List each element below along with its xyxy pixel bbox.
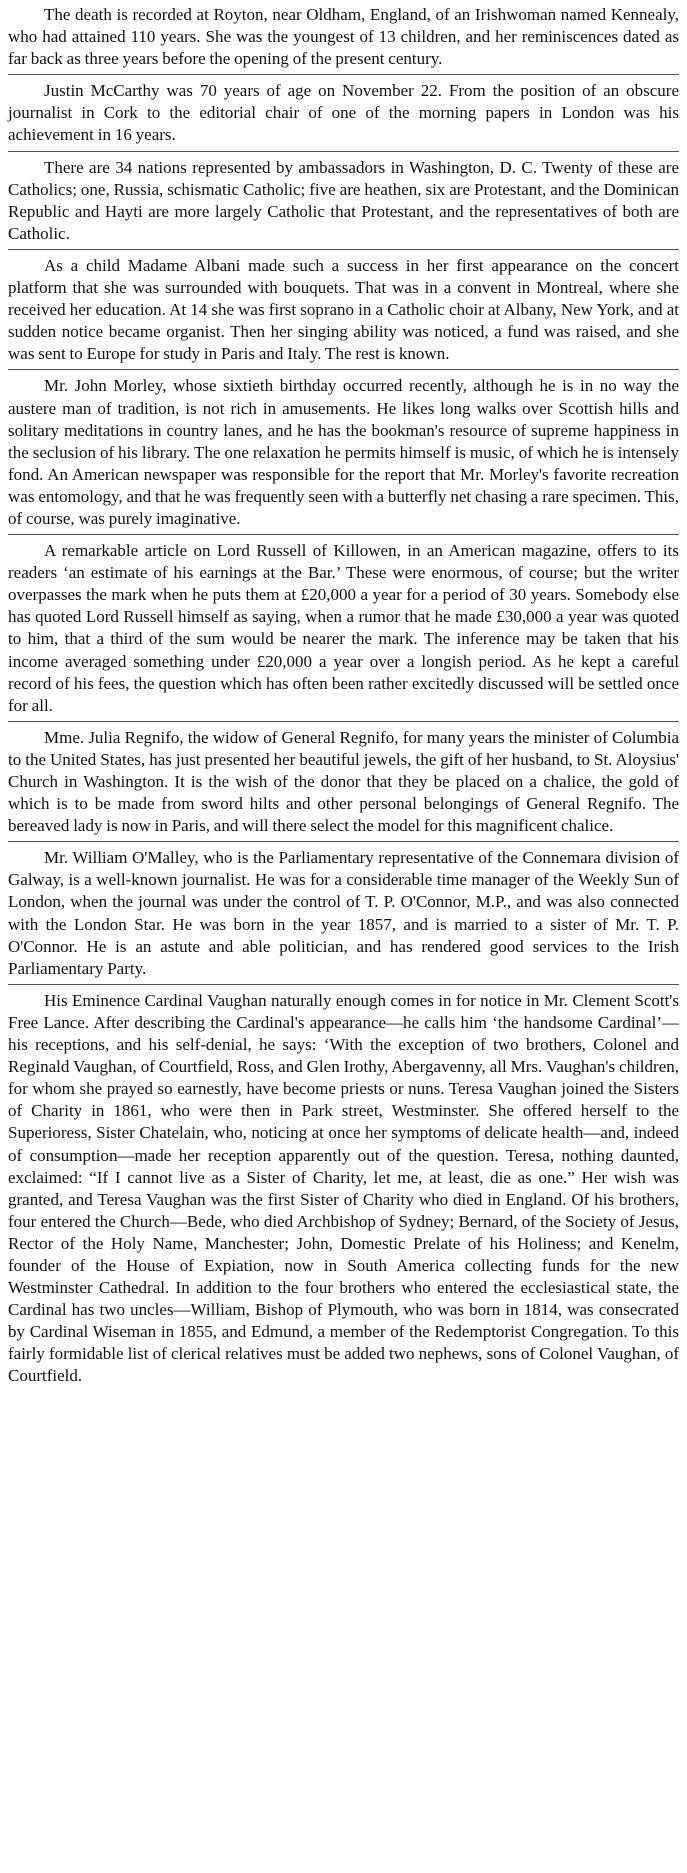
news-item-kennealy: The death is recorded at Royton, near Oldham, England, of an Irishwoman named Kennealy, who had attained 110 years. She was the youngest of 13 children, and her reminiscences dated as far back as three years before the opening of the present century. xyxy=(8,5,679,69)
news-item-albani: As a child Madame Albani made such a success in her first appearance on the concert platform that she was surrounded with bouquets. That was in a convent in Montreal, where she received her education. At 14 she was first soprano in a Catholic choir at Albany, New York, and at sudden notice became organist. Then her singing ability was noticed, a fund was raised, and she was sent to Europe for study in Paris and Italy. The rest is known. xyxy=(8,255,679,364)
separator-rule xyxy=(8,534,679,535)
news-item-mccarthy: Justin McCarthy was 70 years of age on November 22. From the position of an obscure journalist in Cork to the editorial chair of one of the morning papers in London was his achievement in 16 years. xyxy=(8,81,679,145)
news-item-russell: A remarkable article on Lord Russell of Killowen, in an American magazine, offers to its readers ‘an estimate of his earnings at the Bar.’ These were enormous, of course; but the writer overpasses the mark when he puts them at £20,000 a year for a period of 30 years. Somebody else has quoted Lord Russell himself as saying, when a rumor that he made £30,000 a year was quoted to him, that a third of the sum would be nearer the mark. The inference may be taken that his income averaged something under £20,000 a year over a longish period. As he kept a careful record of his fees, the question which has often been rather excitedly discussed will be settled once for all. xyxy=(8,541,679,715)
news-item-regnifo: Mme. Julia Regnifo, the widow of General Regnifo, for many years the minister of Columbia to the United States, has just presented her beautiful jewels, the gift of her husband, to St. Aloysius' Church in Washington. It is the wish of the donor that they be placed on a chalice, the gold of which is to be made from sword hilts and other personal belongings of General Regnifo. The bereaved lady is now in Paris, and will there select the model for this magnificent chalice. xyxy=(8,727,679,836)
news-item-vaughan: His Eminence Cardinal Vaughan naturally enough comes in for notice in Mr. Clement Scott's Free Lance. After describing the Cardinal's appearance—he calls him ‘the handsome Cardinal’—his receptions, and his self-denial, he says: ‘With the exception of two brothers, Colonel and Reginald Vaughan, of Courtfield, Ross, and Glen Irothy, Abergavenny, all Mrs. Vaughan's children, for whom she prayed so earnestly, have become priests or nuns. Teresa Vaughan joined the Sisters of Charity in 1861, who were then in Park street, Westminster. She offered herself to the Superioress, Sister Chatelain, who, noticing at once her symptoms of delicate health—and, indeed of consumption—made her reception apparently out of the question. Teresa, nothing daunted, exclaimed: “If I cannot live as a Sister of Charity, let me, at least, die as one.” Her wish was granted, and Teresa Vaughan was the first Sister of Charity who died in England. Of his brothers, four entered the Church—Bede, who died Archbishop of Sydney; Bernard, of the Society of Jesus, Rector of the Holy Name, Manchester; John, Domestic Prelate of his Holiness; and Kenelm, founder of the House of Expiation, now in South America collecting funds for the new Westminster Cathedral. In addition to the four brothers who entered the ecclesiastical state, the Cardinal has two uncles—William, Bishop of Plymouth, who was born in 1814, was consecrated by Cardinal Wiseman in 1855, and Edmund, a member of the Redemptorist Congregation. To this fairly formidable list of clerical relatives must be added two nephews, sons of Colonel Vaughan, of Courtfield. xyxy=(8,990,679,1386)
news-item-morley: Mr. John Morley, whose sixtieth birthday occurred recently, although he is in no way the austere man of tradition, is not rich in amusements. He likes long walks over Scottish hills and solitary meditations in country lanes, and he has the bookman's resource of supreme happiness in the seclusion of his library. The one relaxation he permits himself is music, of which he is intensely fond. An American newspaper was responsible for the report that Mr. Morley's favorite recreation was entomology, and that he was frequently seen with a butterfly net chasing a rare specimen. This, of course, was purely imaginative. xyxy=(8,376,679,528)
separator-rule xyxy=(8,249,679,250)
separator-rule xyxy=(8,841,679,842)
separator-rule xyxy=(8,74,679,75)
separator-rule xyxy=(8,984,679,985)
separator-rule xyxy=(8,151,679,152)
news-item-omalley: Mr. William O'Malley, who is the Parliamentary representative of the Connemara division of Galway, is a well-known journalist. He was for a considerable time manager of the Weekly Sun of London, when the journal was under the control of T. P. O'Connor, M.P., and was also connected with the London Star. He was born in the year 1857, and is married to a sister of Mr. T. P. O'Connor. He is an astute and able politician, and has rendered good services to the Irish Parliamentary Party. xyxy=(8,848,679,978)
separator-rule xyxy=(8,721,679,722)
separator-rule xyxy=(8,369,679,370)
news-item-ambassadors: There are 34 nations represented by ambassadors in Washington, D. C. Twenty of these are Catholics; one, Russia, schismatic Catholic; five are heathen, six are Protestant, and the Dominican Republic and Hayti are more largely Catholic that Protestant, and the representatives of both are Catholic. xyxy=(8,157,679,243)
